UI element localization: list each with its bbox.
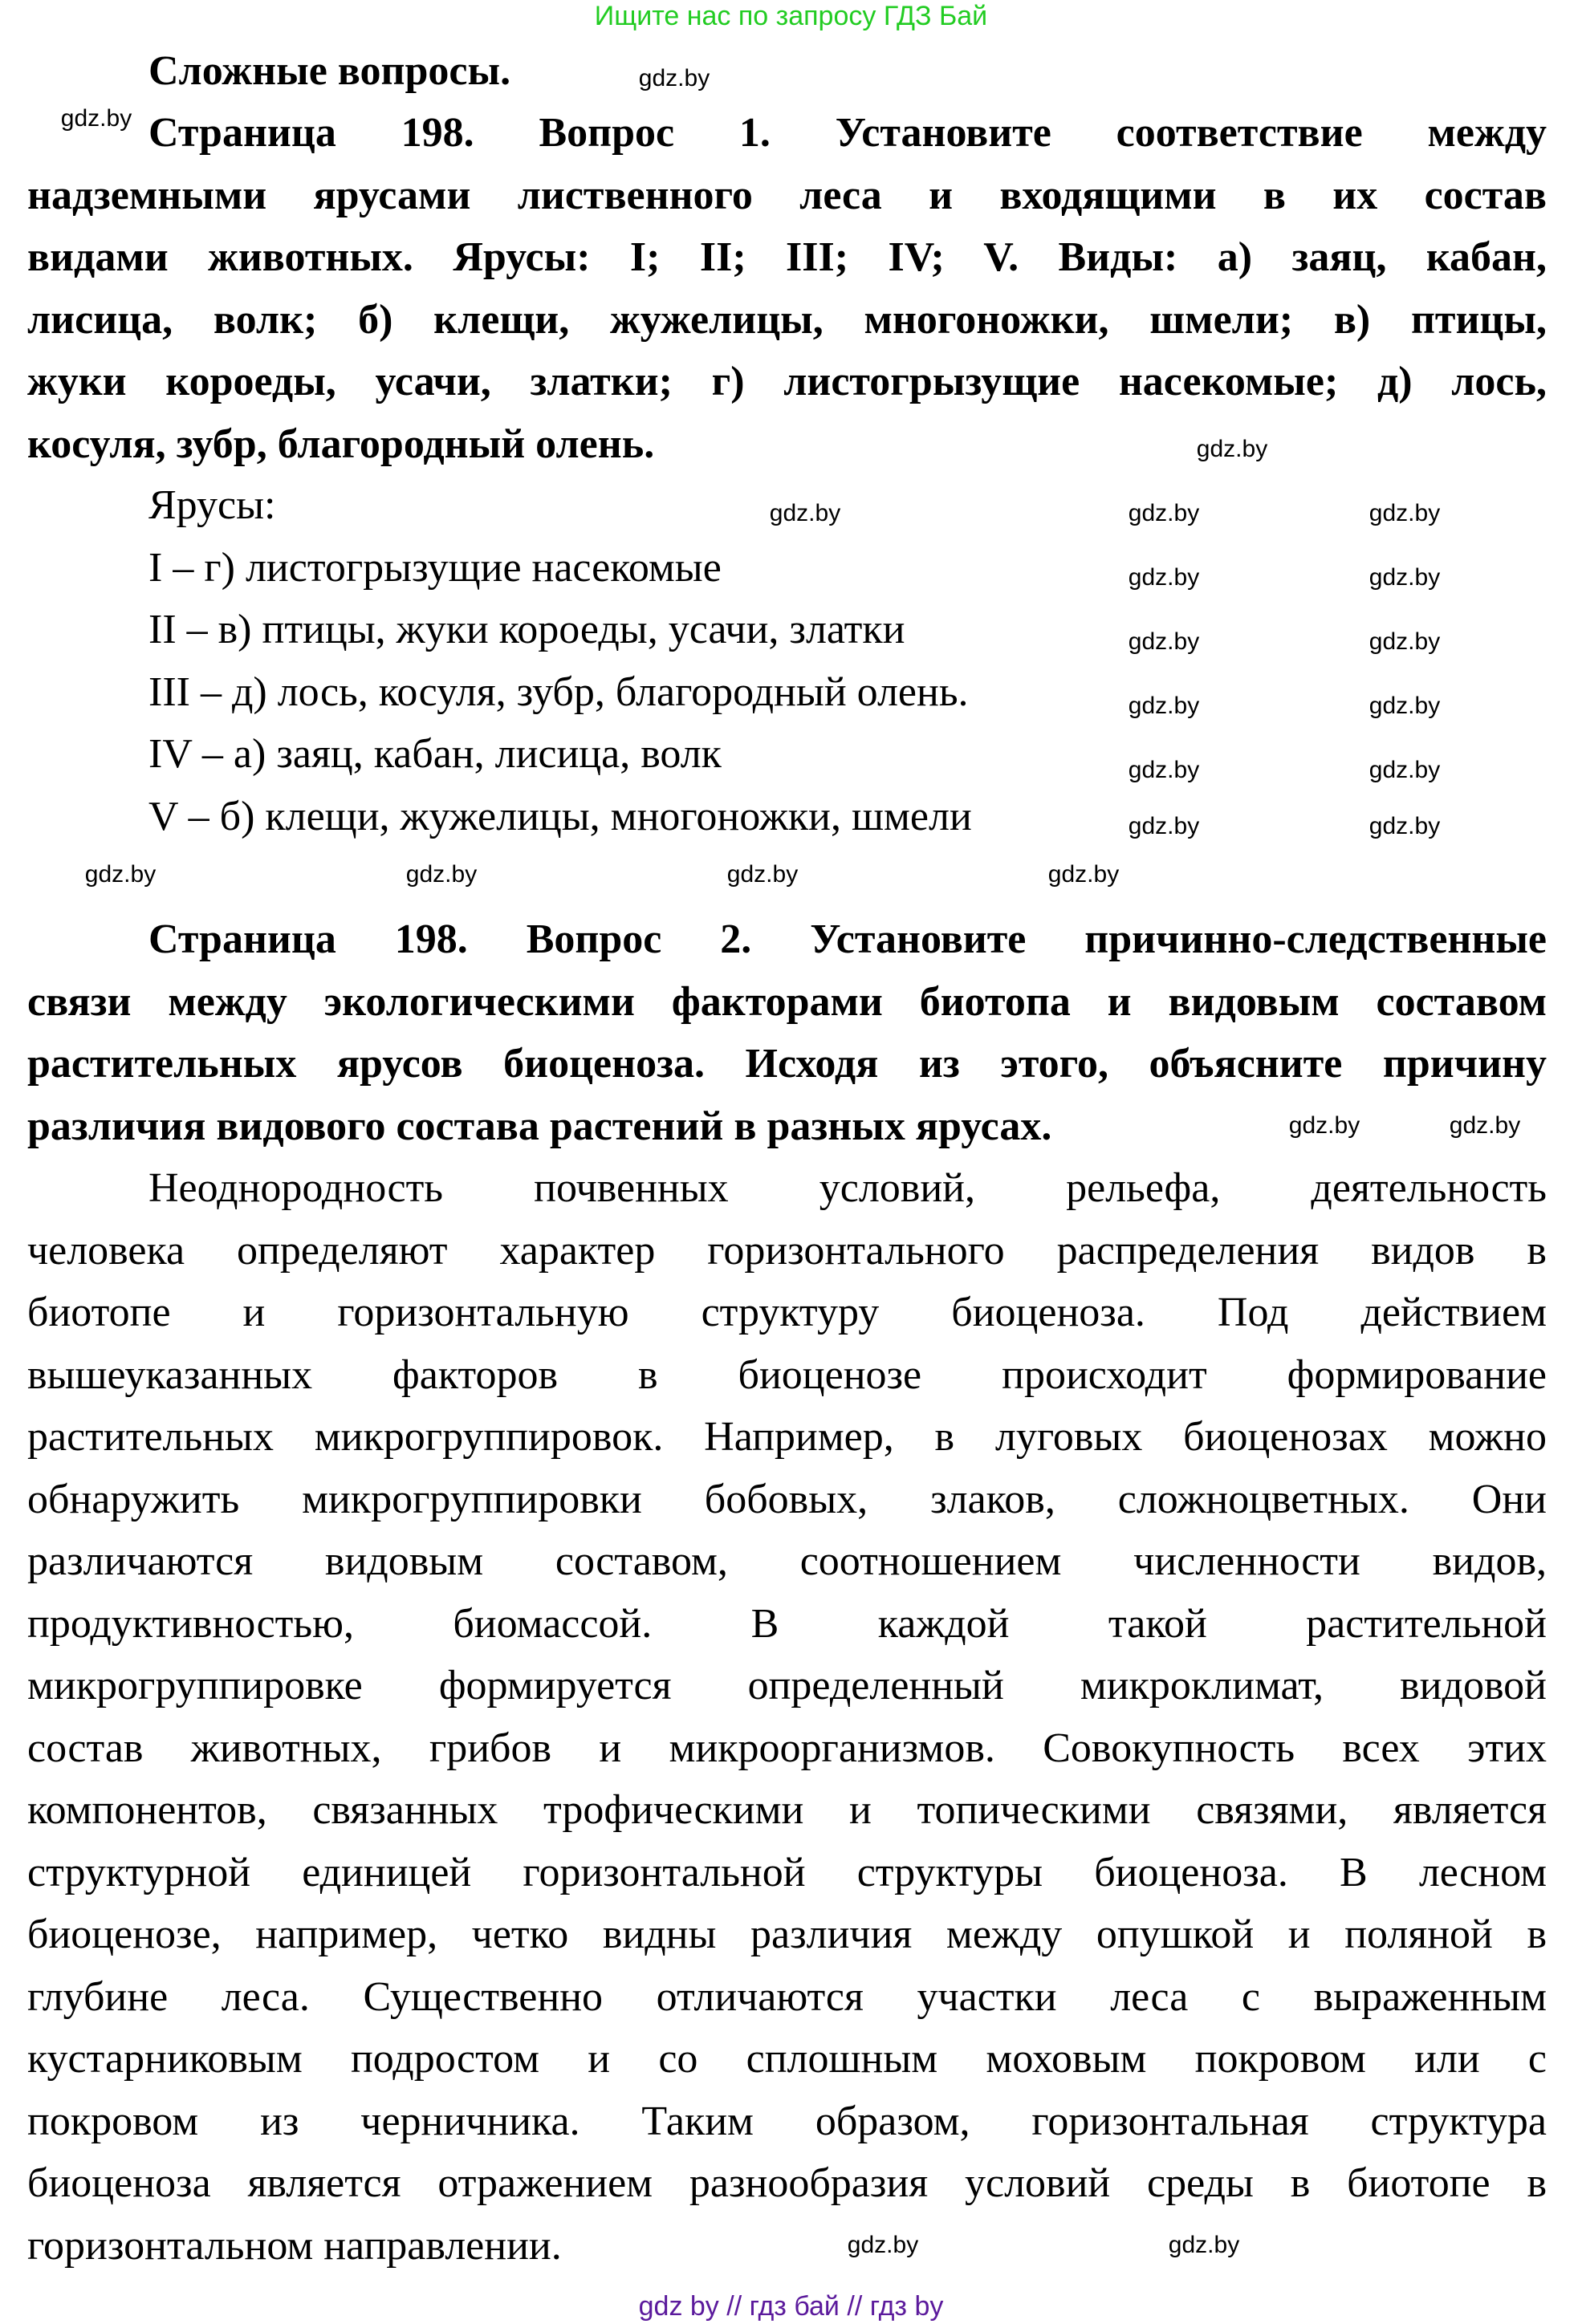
answer-2-line: растительных микрогруппировок. Например, в луговых биоценозах можно [27, 1414, 1547, 1460]
answer-2-line: структурной единицей горизонтальной структуры биоценоза. В лесном [27, 1849, 1547, 1895]
answer-2-line: покровом из черничника. Таким образом, горизонтальная структура [27, 2098, 1547, 2144]
answer-2-line: обнаружить микрогруппировки бобовых, злаков, сложноцветных. Они [27, 1476, 1547, 1522]
watermark: gdz.by [1128, 813, 1200, 839]
watermark: gdz.by [1128, 564, 1200, 591]
answer-2-line: биоценозе, например, четко видны различия между опушкой и поляной в [27, 1912, 1547, 1957]
answer-1-line: Ярусы: [148, 482, 276, 528]
watermark: gdz.by [1128, 693, 1200, 719]
answer-2-line: горизонтальном направлении. [27, 2222, 562, 2269]
question-1-line: лисица, волк; б) клещи, жужелицы, многоножки, шмели; в) птицы, [27, 296, 1547, 343]
answer-2-line: Неоднородность почвенных условий, рельефа, деятельность [148, 1165, 1547, 1211]
answer-2-line: биоценоза является отражением разнообразия условий среды в биотопе в [27, 2160, 1547, 2206]
answer-1-line: III – д) лось, косуля, зубр, благородный олень. [148, 668, 969, 715]
watermark: gdz.by [60, 105, 132, 132]
question-1-line: косуля, зубр, благородный олень. [27, 421, 655, 467]
watermark: gdz.by [1368, 628, 1441, 655]
question-1-line: жуки короеды, усачи, златки; г) листогрызущие насекомые; д) лось, [27, 359, 1547, 404]
promo-header[interactable]: Ищите нас по запросу ГДЗ Бай [594, 1, 988, 31]
section-title: Сложные вопросы. [148, 48, 511, 94]
answer-2-line: продуктивностью, биомассой. В каждой такой растительной [27, 1600, 1547, 1647]
answer-2-line: глубине леса. Существенно отличаются участки леса с выраженным [27, 1973, 1547, 2020]
answer-1-line: V – б) клещи, жужелицы, многоножки, шмели [148, 793, 972, 839]
question-2-line: растительных ярусов биоценоза. Исходя из этого, объясните причину [27, 1041, 1547, 1087]
watermark: gdz.by [638, 65, 710, 91]
watermark: gdz.by [1368, 564, 1441, 591]
answer-2-line: биотопе и горизонтальную структуру биоценоза. Под действием [27, 1290, 1547, 1335]
question-2-line: связи между экологическими факторами биотопа и видовым составом [27, 978, 1547, 1025]
question-1-line: Страница 198. Вопрос 1. Установите соответствие между [148, 110, 1547, 156]
answer-2-line: компонентов, связанных трофическими и топическими связями, является [27, 1787, 1547, 1833]
answer-2-line: человека определяют характер горизонтального распределения видов в [27, 1227, 1547, 1274]
watermark: gdz.by [1128, 757, 1200, 783]
question-1-line: надземными ярусами лиственного леса и входящими в их состав [27, 172, 1547, 218]
answer-2-line: различаются видовым составом, соотношением численности видов, [27, 1538, 1547, 1584]
answer-2-line: состав животных, грибов и микроорганизмов. Совокупность всех этих [27, 1725, 1547, 1771]
watermark: gdz.by [84, 861, 157, 888]
answer-2-line: кустарниковым подростом и со сплошным моховым покровом или с [27, 2036, 1547, 2082]
watermark: gdz.by [1368, 693, 1441, 719]
answer-1-line: IV – а) заяц, кабан, лисица, волк [148, 731, 722, 777]
question-2-line: различия видового состава растений в разных ярусах. [27, 1103, 1052, 1149]
watermark: gdz.by [847, 2232, 919, 2258]
question-1-line: видами животных. Ярусы: I; II; III; IV; V. Виды: а) заяц, кабан, [27, 234, 1547, 280]
watermark: gdz.by [1368, 757, 1441, 783]
answer-2-line: микрогруппировке формируется определенный микроклимат, видовой [27, 1663, 1547, 1708]
footer-links[interactable]: gdz by // гдз бай // гдз by [638, 2291, 944, 2322]
watermark: gdz.by [1128, 500, 1200, 526]
watermark: gdz.by [1368, 813, 1441, 839]
watermark: gdz.by [1368, 500, 1441, 526]
watermark: gdz.by [1047, 861, 1120, 888]
watermark: gdz.by [726, 861, 799, 888]
answer-2-line: вышеуказанных факторов в биоценозе происходит формирование [27, 1351, 1547, 1398]
answer-1-line: II – в) птицы, жуки короеды, усачи, златки [148, 607, 905, 652]
watermark: gdz.by [1168, 2232, 1240, 2258]
watermark: gdz.by [405, 861, 478, 888]
watermark: gdz.by [1449, 1112, 1521, 1139]
watermark: gdz.by [1288, 1112, 1360, 1139]
question-2-line: Страница 198. Вопрос 2. Установите причинно-следственные [148, 916, 1547, 962]
answer-1-line: I – г) листогрызущие насекомые [148, 544, 722, 591]
watermark: gdz.by [1196, 436, 1268, 462]
watermark: gdz.by [769, 500, 841, 526]
watermark: gdz.by [1128, 628, 1200, 655]
